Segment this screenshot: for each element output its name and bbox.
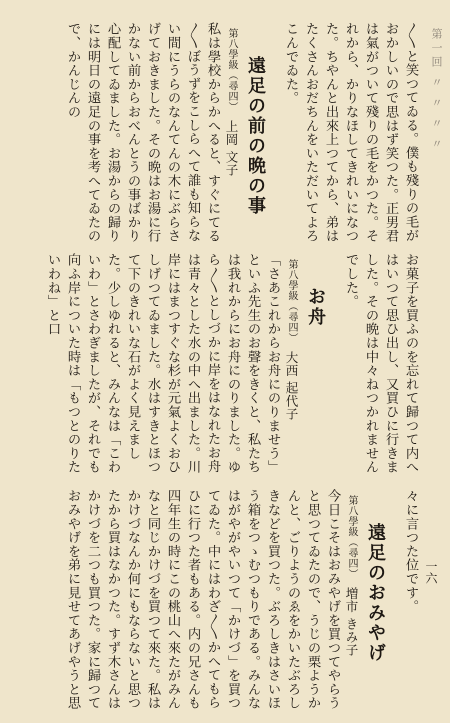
continued-text: お菓子を買ふのを忘れて歸つて内へはいつて思ひ出し、又買ひに行きました。その晩は中々ねつかれませんでした。	[343, 253, 418, 474]
author-name: 上岡 文子	[224, 120, 239, 177]
grade-label: 第八學級（尋四）	[226, 28, 237, 107]
tier-lower	[14, 489, 420, 715]
essay-body-3: 今日こそはおみやげを買つてやらうと思つてゐたので、うじの栗ようかんと、ごりようのゑをかいたぶろしきなどを買つた。ぶろしきはさいほう箱をつゝむつもりである。みんなはがやがやいつて「かけづ」を買つてゐた。中にはわざ〳〵かへてもらひに行つた者もある。内の兄さんも四年生の時にこの桃山へ來たがみんなと同じかけづを買つて來た。私はかけづなんか何にもならないと思つたから買はなかつた。すず木さんはかけづを二つも買つた。家に歸つておみやげを弟に見せてあげやうと思	[65, 489, 340, 710]
margin-note: 第一回 〃 〃 〃 〃	[430, 28, 443, 152]
text-column-middle	[14, 253, 420, 481]
grade-label: 第八學級（尋四）	[286, 259, 297, 338]
byline-3	[342, 489, 360, 715]
continued-text: 々に言つた位です。	[403, 489, 418, 614]
continued-text: 〳〵と笑つてゐる。僕も殘りの毛がおかしいので思はず笑つた。正男君は氣がついて殘りの毛をかつた。それから、かりなほしてきれいになつた。ちやんと出來上つてから、弟はたくさんおだちんをいただいてよろこんでゐた。	[283, 22, 418, 243]
tier-upper	[14, 22, 420, 248]
grade-label: 第八學級（尋四）	[346, 495, 357, 574]
text-column-upper	[14, 22, 420, 248]
essay-title-1: 遠足の前の晩の事	[245, 56, 266, 216]
byline-2	[282, 253, 300, 481]
page-number: 一六	[424, 560, 438, 584]
tier-middle	[14, 253, 420, 481]
byline-1	[222, 22, 240, 248]
text-column-lower	[14, 489, 420, 715]
author-name: 増市 きみ子	[344, 587, 359, 657]
essay-title-2: お舟	[305, 287, 326, 327]
essay-body-1: 私は學校からかへると、すぐにてる〳〵ぼうずをこしらへて誰も知らない間にうらのなんてんの木にぶらさげておきました。その晩はお湯に行かない前からおべんとうの事ばかり心配してゐました。お湯からの歸りには明日の遠足の事を考へてゐたので、かんじんの	[65, 22, 220, 243]
author-name: 大西 起代子	[284, 351, 299, 421]
essay-title-3: 遠足のおみやげ	[365, 523, 386, 663]
essay-body-2: 「さあこれからお舟にのりませう」といふ先生のお聲をきくと、私たちは我れからにお舟にのりました。ゆら〳〵としづかに岸をはなれたお舟は青々とした水の中へ出ました。川岸にはまつすぐな杉が元氣よくおひしげつてゐました。水はすきとほつて下のきれいな石がよく見えました。少しゆれると、みんなは「こわいわ」とさわぎましたが、それでも向ふ岸についた時は「もつとのりたいわね」と口	[45, 253, 280, 474]
